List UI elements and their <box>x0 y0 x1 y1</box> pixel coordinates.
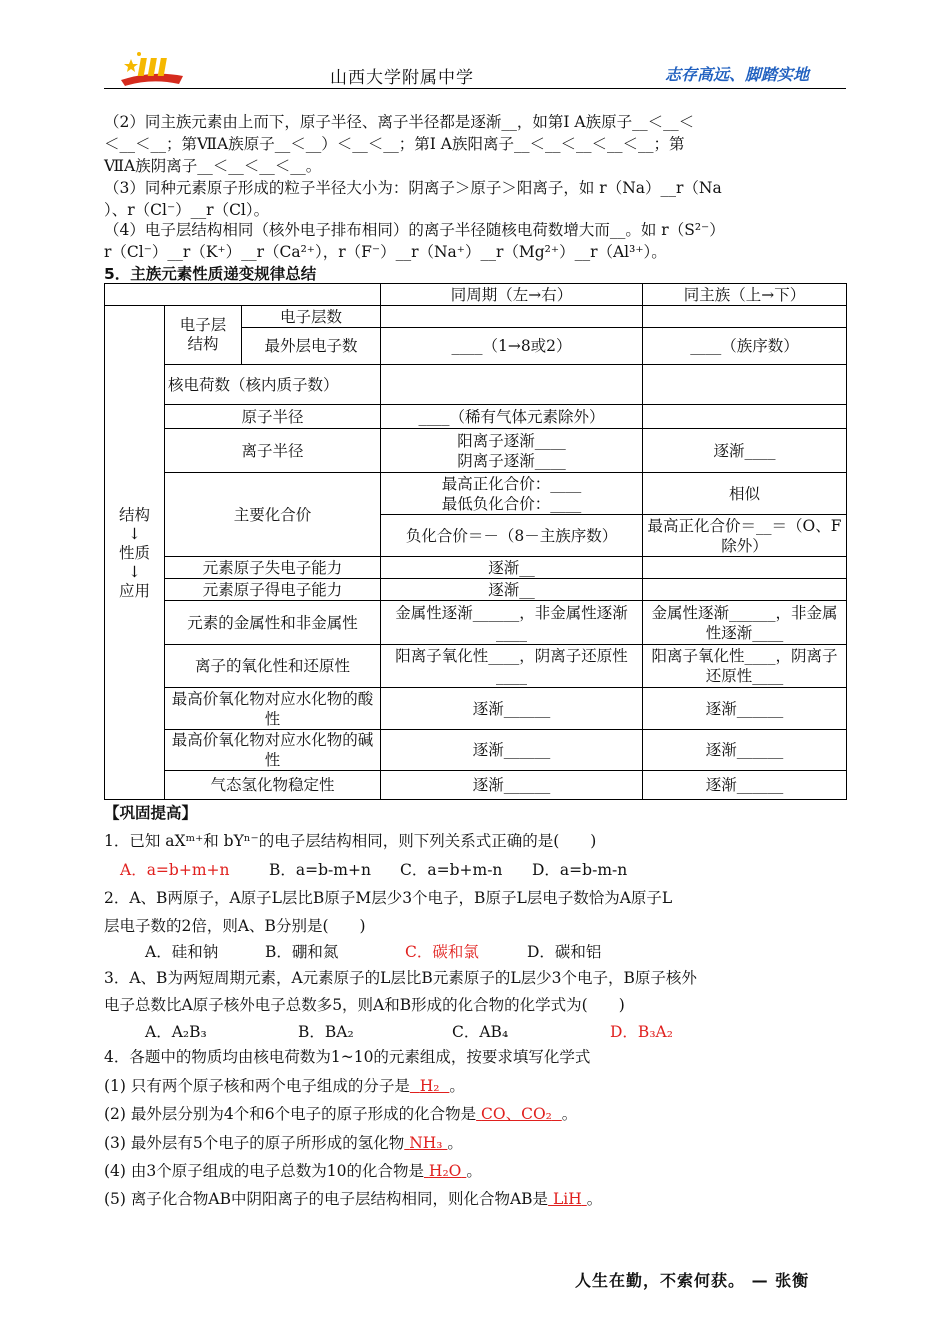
q2-option-b: B．硼和氮 <box>265 943 339 961</box>
side-structure: 结构 <box>118 505 150 524</box>
q2-option-a: A．硅和钠 <box>145 943 219 961</box>
q2-stem-1: 2．A、B两原子，A原子L层比B原子M层少3个电子，B原子L层电子数恰为A原子L <box>104 889 673 907</box>
col-header-period: 同周期（左→右） <box>381 284 643 306</box>
anion-radius: 阴离子逐渐____ <box>457 451 566 470</box>
cell-shells-period <box>381 306 643 328</box>
q4-1 <box>104 1074 465 1096</box>
cell-shells-group <box>643 306 847 328</box>
q1-option-c: C．a=b+m-n <box>400 861 503 879</box>
q4-1-answer <box>410 1077 449 1095</box>
row-basicity: 最高价氧化物对应水化物的碱性 <box>165 730 381 771</box>
row-redox: 离子的氧化性和还原性 <box>165 645 381 688</box>
q4-5-answer <box>548 1190 587 1208</box>
cell-radius-group <box>643 405 847 429</box>
q4-5-answer-text: LiH <box>553 1190 582 1208</box>
cell-outer-group: ____（族序数） <box>643 328 847 365</box>
cell-base-period: 逐渐______ <box>381 730 643 771</box>
row-gain-electrons: 元素原子得电子能力 <box>165 579 381 601</box>
q3-option-a: A．A₂B₃ <box>145 1023 207 1041</box>
q3-option-c: C．AB₄ <box>452 1023 509 1041</box>
q4-4-text: (4) 由3个原子组成的电子总数为10的化合物是 <box>104 1162 424 1180</box>
q4-3-text: (3) 最外层有5个电子的原子所形成的氢化物 <box>104 1134 405 1152</box>
row-nuclear-charge: 核电荷数（核内质子数） <box>165 365 381 405</box>
periodic-trends-table <box>104 283 847 800</box>
side-application: 应用 <box>118 581 150 600</box>
row-metallic: 元素的金属性和非金属性 <box>165 601 381 645</box>
col-header-group: 同主族（上→下） <box>643 284 847 306</box>
q4-1-text: (1) 只有两个原子核和两个电子组成的分子是 <box>104 1077 410 1095</box>
cell-metal-period: 金属性逐渐______，非金属性逐渐____ <box>381 601 643 645</box>
cell-metal-group: 金属性逐渐______，非金属性逐渐____ <box>643 601 847 645</box>
school-name: 山西大学附属中学 <box>330 68 474 88</box>
row-valence: 主要化合价 <box>165 473 381 557</box>
cell-gain-period: 逐渐__ <box>381 579 643 601</box>
q3-stem-2: 电子总数比A原子核外电子总数多5，则A和B形成的化合物的化学式为( ) <box>104 996 625 1014</box>
intro-p3-line1: （3）同种元素原子形成的粒子半径大小为：阴离子＞原子＞阳离子，如 r（Na）__r（Na <box>104 179 722 197</box>
cell-redox-group: 阳离子氧化性____，阴离子还原性____ <box>643 645 847 688</box>
cell-acid-period: 逐渐______ <box>381 688 643 730</box>
q2-option-c: C．碳和氯 <box>405 943 479 961</box>
school-motto: 志存高远、脚踏实地 <box>665 65 810 84</box>
cell-valence-group: 相似 <box>643 473 847 515</box>
q4-5-end: 。 <box>586 1190 603 1208</box>
q3-option-d: D．B₃A₂ <box>610 1023 673 1041</box>
row-outer-electrons: 最外层电子数 <box>242 328 381 365</box>
side-arrow-2: ↓ <box>128 562 141 581</box>
q4-1-answer-text: H₂ <box>419 1077 440 1095</box>
side-label <box>105 306 165 800</box>
q1-stem: 1．已知 aXᵐ⁺和 bYⁿ⁻的电子层结构相同，则下列关系式正确的是( ) <box>104 832 597 850</box>
q4-3-answer <box>404 1134 447 1152</box>
cell-negative-valence: 负化合价＝－（8－主族序数） <box>381 515 643 557</box>
intro-p3-line2: ）、r（Cl⁻）__r（Cl）。 <box>104 201 270 219</box>
q4-stem: 4．各题中的物质均由核电荷数为1~10的元素组成，按要求填写化学式 <box>104 1048 591 1066</box>
q4-2-answer <box>476 1105 562 1123</box>
row-shells: 电子层数 <box>242 306 381 328</box>
q4-5 <box>104 1187 602 1209</box>
side-arrow-1: ↓ <box>128 524 141 543</box>
row-ionic-radius: 离子半径 <box>165 429 381 473</box>
max-positive-valence: 最高正化合价：____ <box>441 474 582 493</box>
q1-option-b: B．a=b-m+n <box>269 861 371 879</box>
q4-4-answer <box>424 1162 466 1180</box>
q3-option-b: B．BA₂ <box>298 1023 354 1041</box>
q4-4-end: 。 <box>466 1162 482 1180</box>
q4-1-end: 。 <box>449 1077 465 1095</box>
cell-lose-period: 逐渐__ <box>381 557 643 579</box>
cell-radius-period: ____（稀有气体元素除外） <box>381 405 643 429</box>
q4-4-answer-text: H₂O <box>428 1162 462 1180</box>
row-atomic-radius: 原子半径 <box>165 405 381 429</box>
intro-p2-line1: （2）同主族元素由上而下，原子半径、离子半径都是逐渐__，如第Ⅰ A族原子__＜__＜ <box>104 113 695 131</box>
cell-lose-group <box>643 557 847 579</box>
cell-hydride-group: 逐渐______ <box>643 771 847 800</box>
intro-p4-line1: （4）电子层结构相同（核外电子排布相同）的离子半径随核电荷数增大而__。如 r（S²⁻） <box>104 221 725 239</box>
q2-stem-2: 层电子数的2倍，则A、B分别是( ) <box>104 917 366 935</box>
q4-2-text: (2) 最外层分别为4个和6个电子的原子形成的化合物是 <box>104 1105 477 1123</box>
q1-option-a: A．a=b+m+n <box>120 861 230 879</box>
footer-quote: 人生在勤，不索何获。 — 张衡 <box>575 1271 810 1290</box>
q2-option-d: D．碳和铝 <box>527 943 602 961</box>
q4-3-answer-text: NH₃ <box>409 1134 443 1152</box>
intro-p2-line2: ＜__＜__；第ⅦA族原子__＜__）＜__＜__；第Ⅰ A族阳离子__＜__＜__＜__＜__；第 <box>104 135 685 153</box>
q4-4 <box>104 1159 482 1181</box>
school-logo <box>117 46 187 88</box>
intro-p2-line3: ⅦA族阴离子__＜__＜__＜__。 <box>104 157 322 175</box>
cell-charge-group <box>643 365 847 405</box>
cell-redox-period: 阳离子氧化性____，阴离子还原性____ <box>381 645 643 688</box>
q3-stem-1: 3．A、B为两短周期元素，A元素原子的L层比B元素原子的L层少3个电子，B原子核外 <box>104 969 697 987</box>
side-property: 性质 <box>118 543 150 562</box>
row-hydride-stability: 气态氢化物稳定性 <box>165 771 381 800</box>
cell-base-group: 逐渐______ <box>643 730 847 771</box>
intro-p4-line2: r（Cl⁻）__r（K⁺）__r（Ca²⁺），r（F⁻）__r（Na⁺）__r（Mg²⁺）__r（Al³⁺）。 <box>104 243 667 261</box>
q1-option-d: D．a=b-m-n <box>532 861 628 879</box>
cell-outer-period: ____（1→8或2） <box>381 328 643 365</box>
cell-gain-group <box>643 579 847 601</box>
row-lose-electrons: 元素原子失电子能力 <box>165 557 381 579</box>
section-5-title: 5．主族元素性质递变规律总结 <box>104 265 317 283</box>
q4-3-end: 。 <box>447 1134 463 1152</box>
table-corner <box>105 284 381 306</box>
cell-charge-period <box>381 365 643 405</box>
cell-hydride-period: 逐渐______ <box>381 771 643 800</box>
min-negative-valence: 最低负化合价：____ <box>441 494 582 513</box>
cell-max-valence-group: 最高正化合价＝__＝（O、F除外） <box>643 515 847 557</box>
cell-acid-group: 逐渐______ <box>643 688 847 730</box>
q4-2-answer-text: CO、CO₂ <box>481 1105 552 1123</box>
header-divider <box>104 88 846 89</box>
cell-ion-group: 逐渐____ <box>643 429 847 473</box>
q4-2-end: 。 <box>561 1105 578 1123</box>
q4-5-text: (5) 离子化合物AB中阴阳离子的电子层结构相同，则化合物AB是 <box>104 1190 549 1208</box>
q4-3 <box>104 1131 463 1153</box>
q4-2 <box>104 1102 577 1124</box>
practice-title: 【巩固提高】 <box>104 804 198 822</box>
row-acidity: 最高价氧化物对应水化物的酸性 <box>165 688 381 730</box>
cation-radius: 阳离子逐渐____ <box>457 431 566 450</box>
cell-valence-period <box>381 473 643 515</box>
cell-ion-period <box>381 429 643 473</box>
electron-structure-label: 电子层结构 <box>165 306 242 365</box>
